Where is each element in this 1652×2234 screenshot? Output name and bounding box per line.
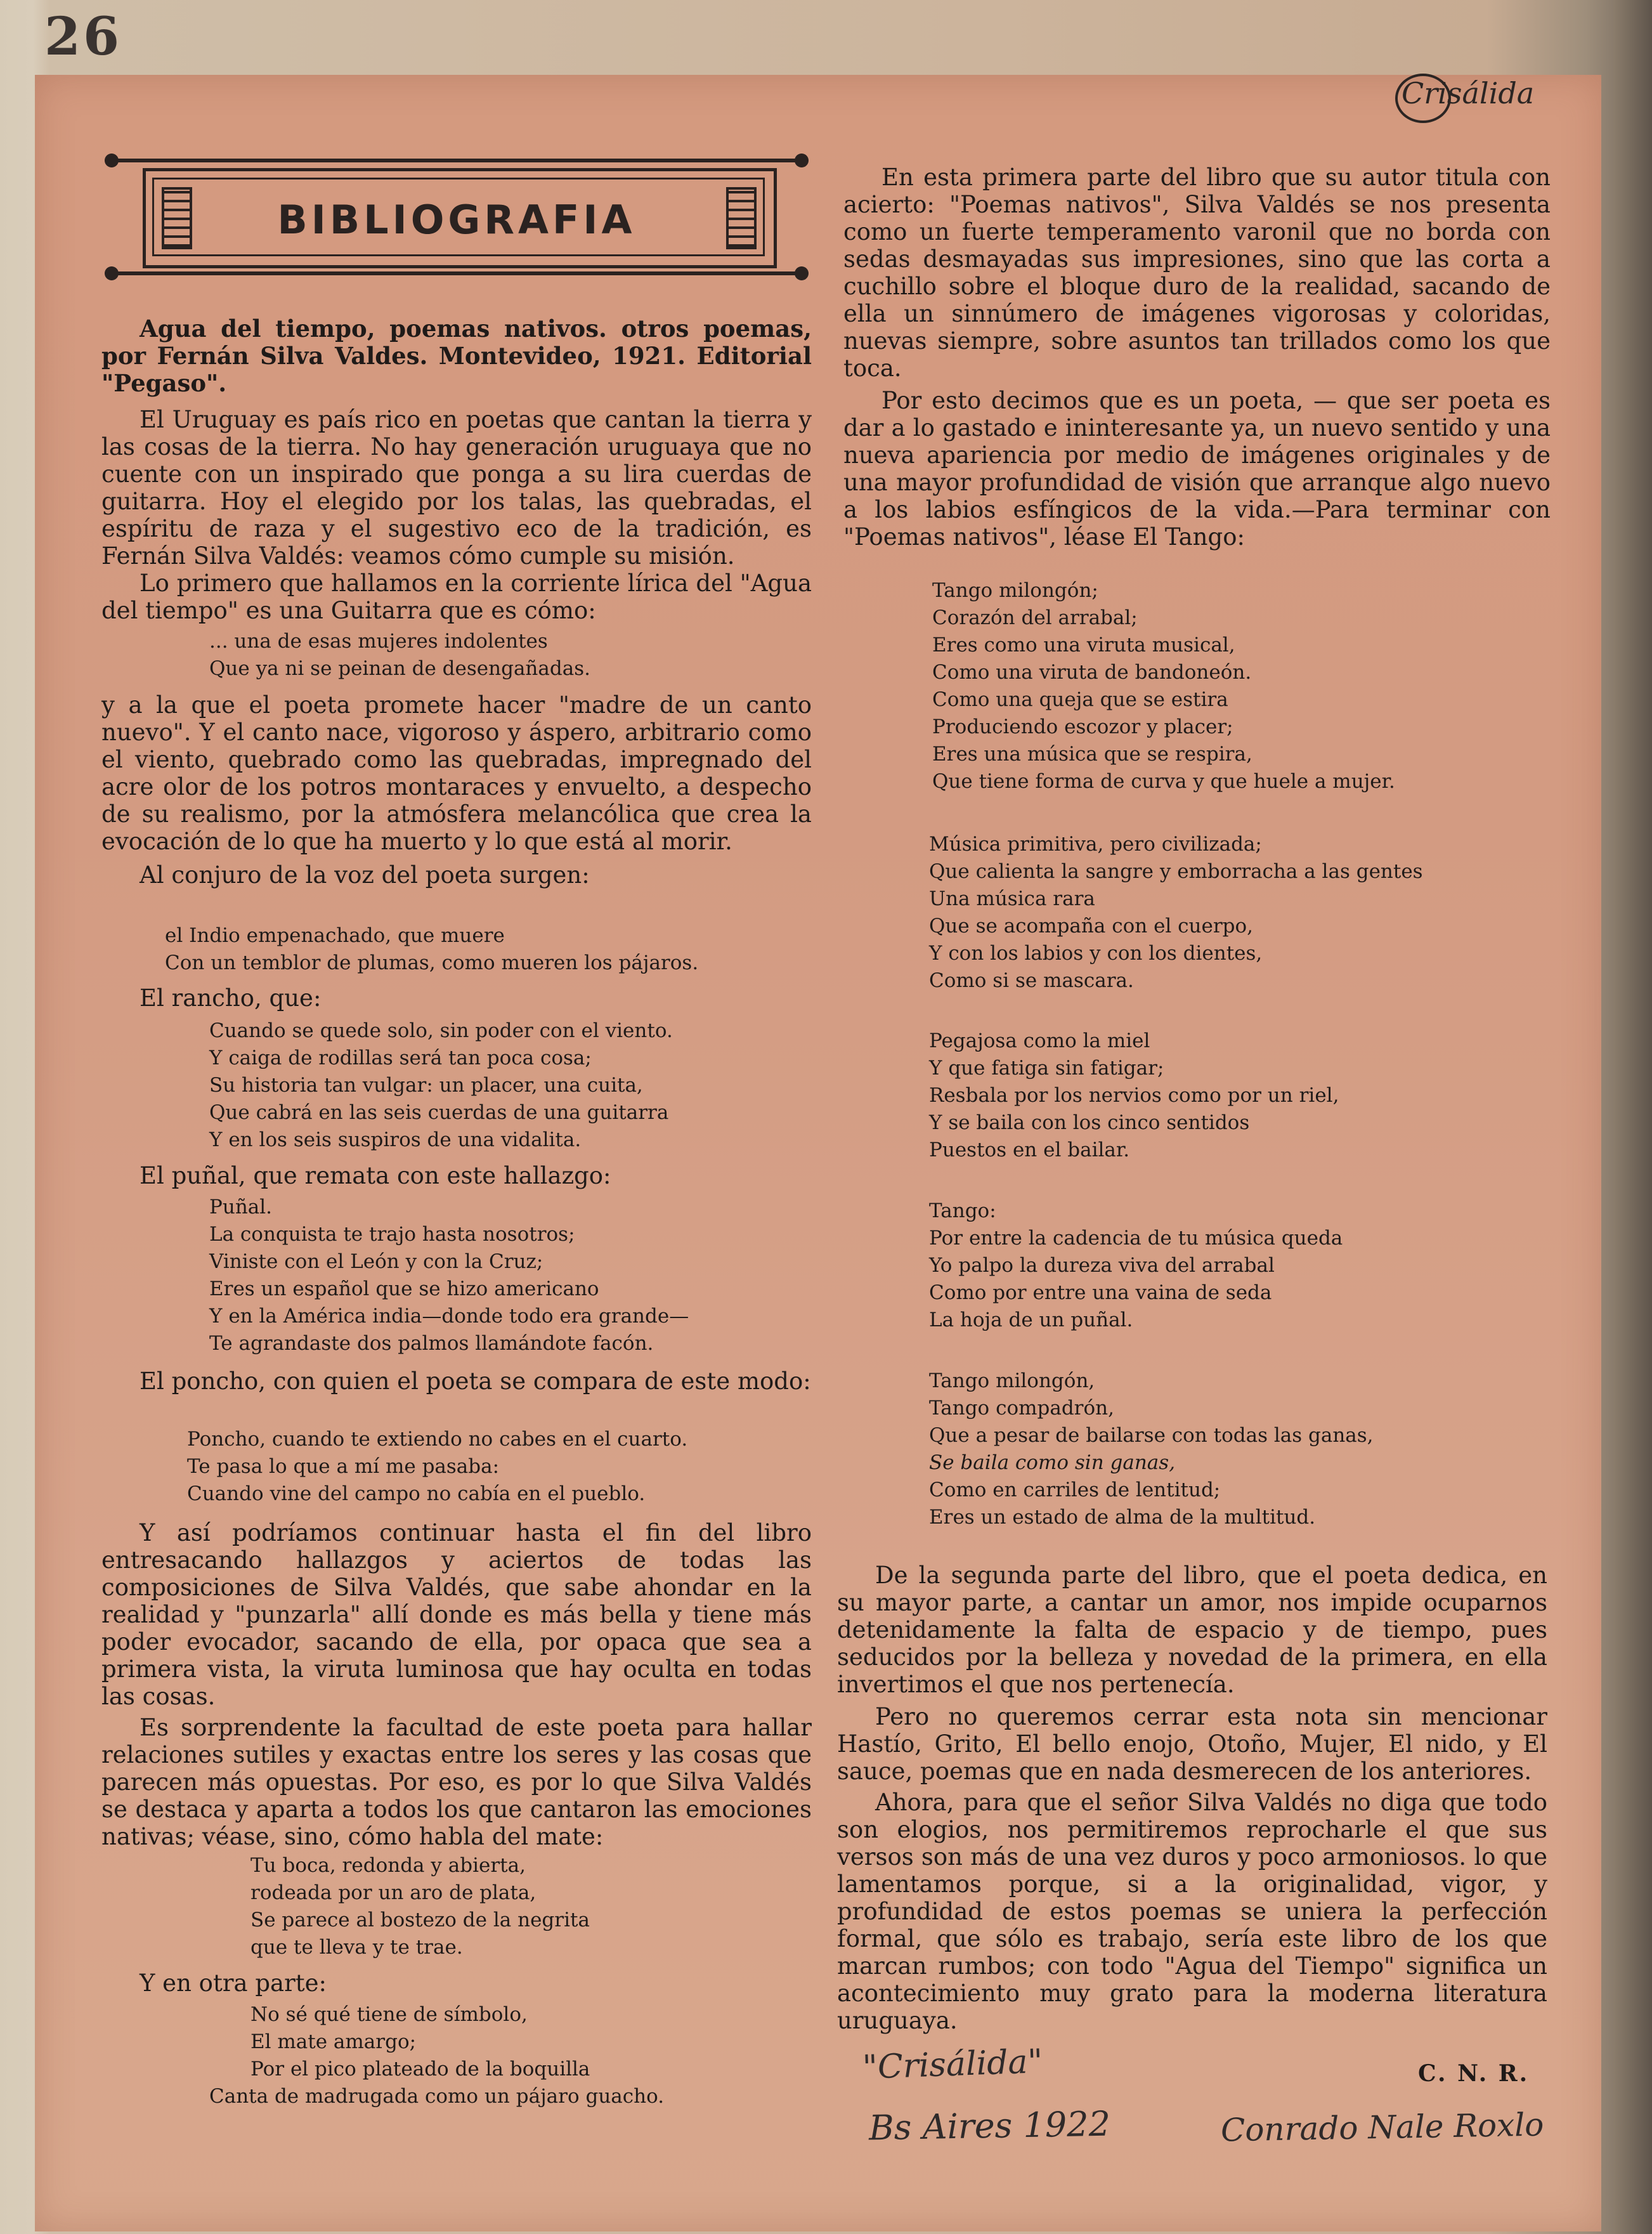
verse-line: Resbala por los nervios como por un riel, bbox=[929, 1084, 1339, 1107]
verse-line: Canta de madrugada como un pájaro guacho. bbox=[209, 2085, 665, 2108]
paragraph-text: El poncho, con quien el poeta se compara de este modo: bbox=[140, 1368, 811, 1395]
verse-block bbox=[187, 1426, 687, 1508]
verse-line: Y que fatiga sin fatigar; bbox=[929, 1057, 1164, 1080]
verse-line: Que calienta la sangre y emborracha a las gentes bbox=[929, 860, 1423, 883]
poem-stanza bbox=[929, 1368, 1374, 1531]
verse-line: que te lleva y te trae. bbox=[250, 1936, 463, 1959]
banner-bottom-rail bbox=[117, 271, 796, 275]
poem-stanza bbox=[929, 831, 1423, 995]
verse-line: El mate amargo; bbox=[250, 2030, 417, 2053]
verse-line: el Indio empenachado, que muere bbox=[165, 924, 505, 947]
paragraph-text: Lo primero que hallamos en la corriente lírica del "Agua del tiempo" es una Guitarra que es cómo: bbox=[101, 570, 812, 624]
paragraph-text: El puñal, que remata con este hallazgo: bbox=[140, 1162, 611, 1189]
verse-line: Como en carriles de lentitud; bbox=[929, 1479, 1221, 1501]
banner-knob-icon bbox=[105, 154, 119, 167]
verse-block bbox=[209, 1194, 689, 1357]
verse-line: Se baila como sin ganas, bbox=[929, 1451, 1176, 1474]
verse-line: Te agrandaste dos palmos llamándote facón. bbox=[209, 1332, 654, 1355]
paragraph-text: Ahora, para que el señor Silva Valdés no diga que todo son elogios, nos permitiremos reprocharle el que sus versos son más de una vez duros y poco armoniosos. lo que lamentamos porque, si a la originalidad, vigor, y profundidad de estos poemas se uniera la perfección formal, que sólo es trabajo, sería este libro de los que marcan rumbos; con todo "Agua del Tiempo" significa un acontecimiento muy grato para la moderna literatura uruguaya. bbox=[837, 1789, 1547, 2034]
banner-knob-icon bbox=[795, 154, 809, 167]
verse-line: Como si se mascara. bbox=[929, 969, 1134, 992]
verse-block bbox=[250, 1852, 590, 1961]
paragraph-text: y a la que el poeta promete hacer "madre de un canto nuevo". Y el canto nace, vigoroso y áspero, arbitrario como el viento, quebrado como las quebradas, impregnado del acre olor de los potros montaraces y envuelto, a despecho de su realismo, por la atmósfera melancólica que crea la evocación de lo que ha muerto y lo que está al morir. bbox=[101, 691, 812, 855]
left-paragraph bbox=[101, 691, 812, 889]
banner-title: BIBLIOGRAFIA bbox=[277, 197, 636, 243]
verse-line: Tu boca, redonda y abierta, bbox=[250, 1854, 526, 1877]
book-citation bbox=[101, 315, 812, 397]
banner-top-rail bbox=[117, 159, 796, 162]
right-paragraph bbox=[843, 164, 1551, 551]
left-paragraph bbox=[101, 1969, 812, 1997]
verse-line: Con un temblor de plumas, como mueren los pájaros. bbox=[165, 951, 699, 974]
verse-line: Como por entre una vaina de seda bbox=[929, 1281, 1272, 1304]
poem-stanza bbox=[932, 577, 1395, 795]
banner-knob-icon bbox=[795, 266, 809, 280]
verse-line: Tango milongón; bbox=[932, 579, 1098, 602]
verse-line: Música primitiva, pero civilizada; bbox=[929, 833, 1262, 856]
verse-line: Y caiga de rodillas será tan poca cosa; bbox=[209, 1047, 592, 1069]
verse-line: Que tiene forma de curva y que huele a mujer. bbox=[932, 770, 1395, 793]
verse-line: Como una queja que se estira bbox=[932, 688, 1228, 711]
page-number: 26 bbox=[44, 6, 122, 67]
magazine-logo bbox=[1402, 76, 1534, 110]
poem-stanza bbox=[929, 1198, 1343, 1334]
author-initials: C. N. R. bbox=[1418, 2060, 1530, 2087]
verse-line: Corazón del arrabal; bbox=[932, 606, 1138, 629]
verse-line: Tango milongón, bbox=[929, 1369, 1095, 1392]
verse-line: Que se acompaña con el cuerpo, bbox=[929, 915, 1254, 937]
verse-line: Su historia tan vulgar: un placer, una cuita, bbox=[209, 1074, 643, 1097]
page-edge-shadow bbox=[1614, 0, 1652, 2234]
paragraph-text: Por esto decimos que es un poeta, — que ser poeta es dar a lo gastado e ininteresante ya, un nuevo sentido y una nueva apariencia por medio de imágenes originales y de una mayor profundidad de visión que arranque algo nuevo a los labios esfíngicos de la vida.—Para terminar con "Poemas nativos", léase El Tango: bbox=[843, 387, 1551, 551]
left-paragraph bbox=[101, 1162, 812, 1189]
verse-line: No sé qué tiene de símbolo, bbox=[250, 2003, 528, 2026]
handwritten-place-date: Bs Aires 1922 bbox=[868, 2103, 1111, 2148]
left-paragraph bbox=[101, 1519, 812, 1850]
paragraph-text: El rancho, que: bbox=[140, 984, 322, 1012]
paragraph-text: De la segunda parte del libro, que el poeta dedica, en su mayor parte, a cantar un amor, nos impide ocuparnos detenidamente la falta de espacio y de tiempo, pues seducidos por la belleza y novedad de la primera, en ella invertimos el que nos pertenecía. bbox=[837, 1562, 1547, 1698]
verse-line: Por el pico plateado de la boquilla bbox=[250, 2058, 590, 2080]
verse-line: Cuando vine del campo no cabía en el pueblo. bbox=[187, 1482, 646, 1505]
verse-line: Que a pesar de bailarse con todas las ganas, bbox=[929, 1424, 1374, 1447]
verse-line: Una música rara bbox=[929, 887, 1095, 910]
citation-text: Agua del tiempo, poemas nativos. otros poemas, por Fernán Silva Valdes. Montevideo, 1921. Editorial "Pegaso". bbox=[101, 315, 812, 397]
verse-line: Pegajosa como la miel bbox=[929, 1029, 1150, 1052]
left-paragraph bbox=[101, 1368, 812, 1395]
verse-line: Por entre la cadencia de tu música queda bbox=[929, 1227, 1343, 1250]
handwritten-title: "Crisálida" bbox=[862, 2042, 1044, 2087]
verse-line: Como una viruta de bandoneón. bbox=[932, 661, 1252, 684]
verse-line: La conquista te trajo hasta nosotros; bbox=[209, 1223, 575, 1246]
verse-line: La hoja de un puñal. bbox=[929, 1309, 1133, 1331]
verse-line: Eres una música que se respira, bbox=[932, 743, 1252, 766]
paragraph-text: El Uruguay es país rico en poetas que cantan la tierra y las cosas de la tierra. No hay generación uruguaya que no cuente con un inspirado que ponga a su lira cuerdas de guitarra. Hoy el elegido por los talas, las quebradas, el espíritu de raza y el sugestivo eco de la tradición, es Fernán Silva Valdés: veamos cómo cumple su misión. bbox=[101, 406, 812, 570]
verse-line: Tango compadrón, bbox=[929, 1397, 1114, 1420]
verse-line: Eres un español que se hizo americano bbox=[209, 1277, 599, 1300]
right-paragraph bbox=[837, 1562, 1547, 2034]
paragraph-text: Es sorprendente la facultad de este poeta para hallar relaciones sutiles y exactas entre los seres y las cosas que parecen más opuestas. Por eso, es por lo que Silva Valdés se destaca y aparta a todos los que cantaron las emociones nativas; véase, sino, cómo habla del mate: bbox=[101, 1714, 812, 1850]
verse-line: Viniste con el León y con la Cruz; bbox=[209, 1250, 543, 1273]
verse-line: Y se baila con los cinco sentidos bbox=[929, 1111, 1250, 1134]
poem-stanza bbox=[929, 1028, 1339, 1164]
paragraph-text: Pero no queremos cerrar esta nota sin mencionar Hastío, Grito, El bello enojo, Otoño, Mujer, El nido, y El sauce, poemas que en nada desmerecen de los anteriores. bbox=[837, 1703, 1547, 1785]
left-paragraph bbox=[101, 406, 812, 624]
verse-line: ... una de esas mujeres indolentes bbox=[209, 630, 548, 653]
verse-line: Cuando se quede solo, sin poder con el viento. bbox=[209, 1019, 673, 1042]
verse-line: Que ya ni se peinan de desengañadas. bbox=[209, 657, 590, 680]
logo-text: Crisálida bbox=[1402, 76, 1535, 110]
paragraph-text: Y así podríamos continuar hasta el fin del libro entresacando hallazgos y aciertos de todas las composiciones de Silva Valdés, que sabe ahondar en la realidad y "punzarla" allí donde es más bella y tiene más poder evocador, sacando de ella, por opaca que sea a primera vista, la viruta luminosa que hay oculta en todas las cosas. bbox=[101, 1519, 812, 1710]
banner-knob-icon bbox=[105, 266, 119, 280]
verse-line: Tango: bbox=[929, 1199, 996, 1222]
verse-line: rodeada por un aro de plata, bbox=[250, 1881, 537, 1904]
paragraph-text: Y en otra parte: bbox=[140, 1969, 327, 1997]
paragraph-text: Al conjuro de la voz del poeta surgen: bbox=[140, 861, 590, 889]
verse-block bbox=[209, 628, 590, 683]
verse-line: Produciendo escozor y placer; bbox=[932, 715, 1233, 738]
verse-block bbox=[165, 922, 698, 977]
verse-line: Se parece al bostezo de la negrita bbox=[250, 1909, 590, 1931]
verse-line: Que cabrá en las seis cuerdas de una guitarra bbox=[209, 1101, 669, 1124]
verse-line: Y en los seis suspiros de una vidalita. bbox=[209, 1128, 582, 1151]
section-banner bbox=[105, 152, 809, 279]
verse-block bbox=[209, 1017, 673, 1154]
handwritten-signature: Conrado Nale Roxlo bbox=[1220, 2106, 1544, 2149]
verse-line: Yo palpo la dureza viva del arrabal bbox=[929, 1254, 1275, 1277]
verse-line: Eres un estado de alma de la multitud. bbox=[929, 1506, 1316, 1529]
verse-line: Y con los labios y con los dientes, bbox=[929, 942, 1263, 965]
paragraph-text: En esta primera parte del libro que su autor titula con acierto: "Poemas nativos", Silva Valdés se nos presenta como un fuerte temperamento varonil que no borda con sedas desmayadas sus impresiones, sino que las corta a cuchillo sobre el bloque duro de la realidad, sacando de ella un sinnúmero de imágenes vigorosas y coloridas, nuevas siempre, sobre asuntos tan trillados como los que toca. bbox=[843, 164, 1551, 382]
verse-line: Te pasa lo que a mí me pasaba: bbox=[187, 1455, 500, 1478]
logo-ring-icon bbox=[1395, 74, 1451, 123]
verse-block bbox=[209, 2001, 664, 2110]
left-paragraph bbox=[101, 984, 812, 1012]
verse-line: Puestos en el bailar. bbox=[929, 1139, 1130, 1161]
verse-line: Y en la América india—donde todo era grande— bbox=[209, 1305, 689, 1328]
verse-line: Eres como una viruta musical, bbox=[932, 634, 1235, 656]
verse-line: Puñal. bbox=[209, 1196, 273, 1218]
verse-line: Poncho, cuando te extiendo no cabes en el cuarto. bbox=[187, 1428, 688, 1451]
